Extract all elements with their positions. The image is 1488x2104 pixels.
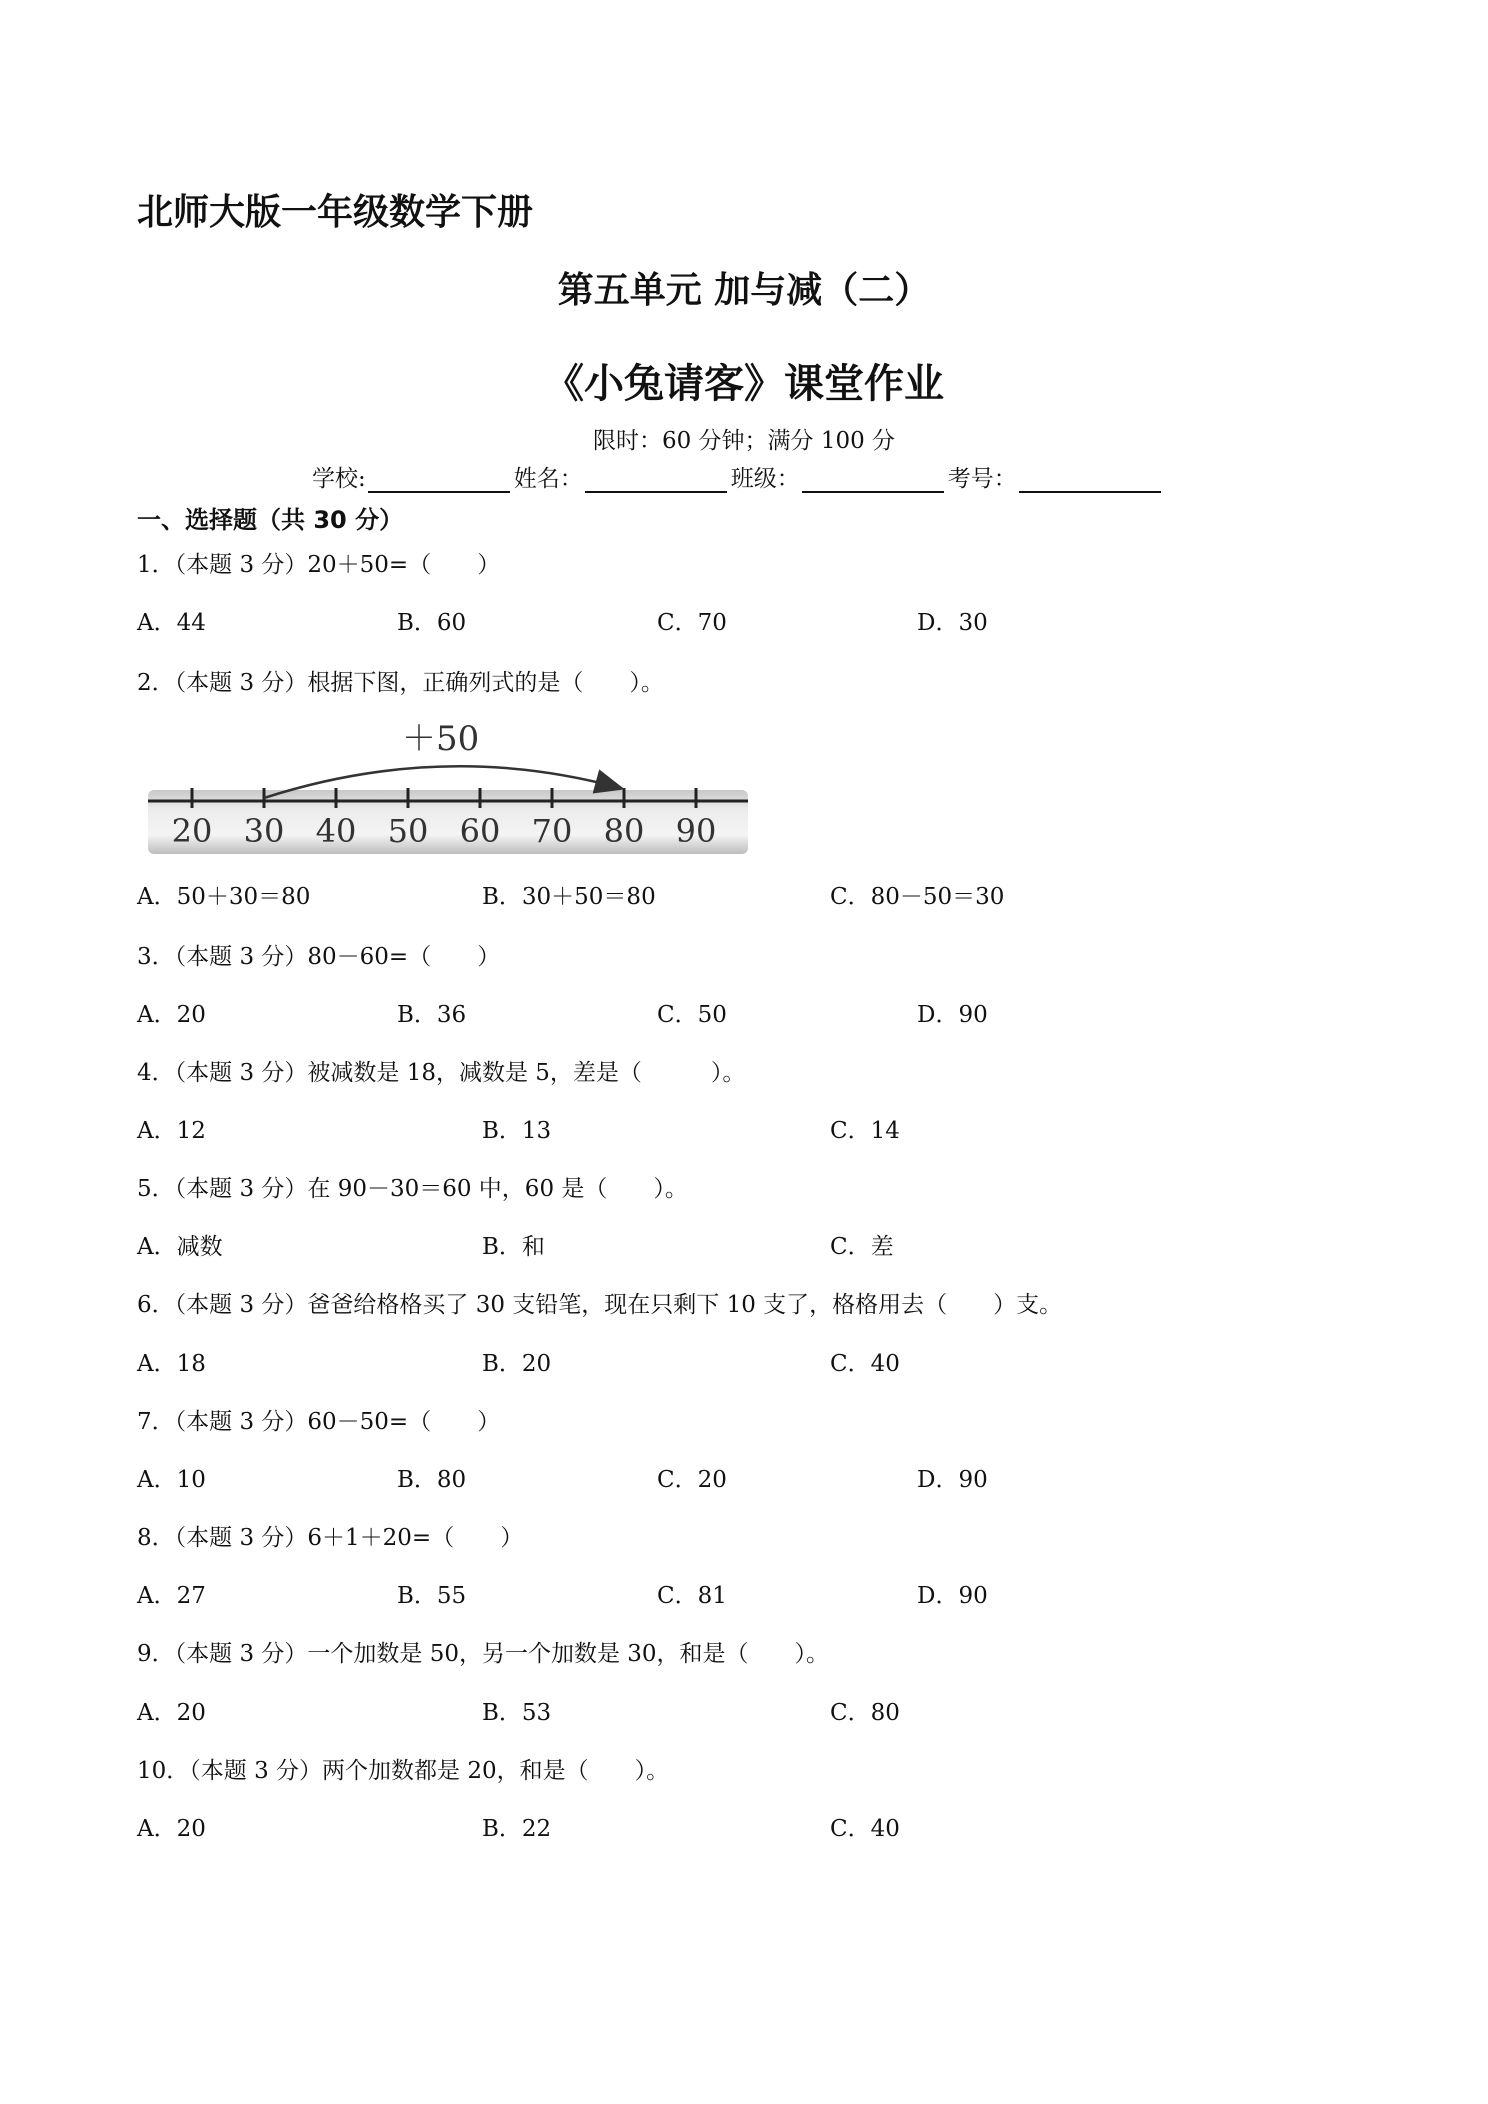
option-c[interactable]: C．81 (657, 1583, 727, 1609)
option-c[interactable]: C．差 (830, 1234, 894, 1260)
option-c[interactable]: C．70 (657, 610, 727, 636)
option-c[interactable]: C．40 (830, 1816, 900, 1842)
name-label: 姓名： (513, 466, 583, 492)
option-a[interactable]: A．18 (137, 1351, 206, 1377)
class-blank[interactable] (802, 469, 944, 493)
question-stem: 4．（本题 3 分）被减数是 18，减数是 5，差是（ ）。 (137, 1060, 746, 1086)
lesson-title: 《小兔请客》课堂作业 (544, 361, 944, 407)
option-a[interactable]: A．44 (137, 610, 206, 636)
time-score-limit: 限时：60 分钟；满分 100 分 (592, 428, 896, 454)
option-d[interactable]: D．30 (917, 610, 988, 636)
question-stem: 2．（本题 3 分）根据下图，正确列式的是（ ）。 (137, 670, 664, 696)
question-stem: 3．（本题 3 分）80－60=（ ） (137, 944, 501, 970)
number-line-figure (148, 710, 748, 860)
student-info-line (312, 460, 1165, 493)
option-c[interactable]: C．40 (830, 1351, 900, 1377)
question-stem: 9．（本题 3 分）一个加数是 50，另一个加数是 30，和是（ ）。 (137, 1641, 830, 1667)
option-a[interactable]: A．27 (137, 1583, 206, 1609)
school-label: 学校: (312, 466, 366, 492)
question-stem: 10．（本题 3 分）两个加数都是 20，和是（ ）。 (137, 1758, 670, 1784)
option-b[interactable]: B．60 (397, 610, 467, 636)
option-a[interactable]: A．20 (137, 1002, 206, 1028)
option-a[interactable]: A．20 (137, 1816, 206, 1842)
option-c[interactable]: C．80－50＝30 (830, 884, 1005, 910)
unit-title: 第五单元 加与减（二） (557, 270, 931, 311)
option-d[interactable]: D．90 (917, 1002, 988, 1028)
option-a[interactable]: A．12 (137, 1118, 206, 1144)
book-title: 北师大版一年级数学下册 (137, 192, 534, 233)
option-b[interactable]: B．20 (482, 1351, 552, 1377)
option-b[interactable]: B．和 (482, 1234, 545, 1260)
class-label: 班级： (730, 466, 800, 492)
option-c[interactable]: C．14 (830, 1118, 900, 1144)
tick-label: 50 (387, 812, 429, 850)
tick-label: 40 (315, 812, 357, 850)
tick-label: 60 (459, 812, 501, 850)
option-b[interactable]: B．55 (397, 1583, 467, 1609)
option-a[interactable]: A．10 (137, 1467, 206, 1493)
school-blank[interactable] (368, 469, 510, 493)
exam-no-blank[interactable] (1019, 469, 1161, 493)
exam-no-label: 考号： (947, 466, 1017, 492)
question-stem: 6．（本题 3 分）爸爸给格格买了 30 支铅笔，现在只剩下 10 支了，格格用去（ ）支。 (137, 1292, 1063, 1318)
option-c[interactable]: C．50 (657, 1002, 727, 1028)
option-d[interactable]: D．90 (917, 1583, 988, 1609)
option-b[interactable]: B．80 (397, 1467, 467, 1493)
name-blank[interactable] (585, 469, 727, 493)
option-b[interactable]: B．36 (397, 1002, 467, 1028)
tick-label: 80 (603, 812, 645, 850)
question-stem: 1．（本题 3 分）20＋50=（ ） (137, 552, 501, 578)
option-c[interactable]: C．20 (657, 1467, 727, 1493)
tick-label: 90 (675, 812, 717, 850)
option-a[interactable]: A．50＋30＝80 (137, 884, 311, 910)
question-stem: 5．（本题 3 分）在 90－30＝60 中，60 是（ ）。 (137, 1176, 688, 1202)
jump-label: ＋50 (402, 719, 480, 759)
option-b[interactable]: B．30＋50＝80 (482, 884, 656, 910)
option-b[interactable]: B．53 (482, 1700, 552, 1726)
tick-label: 30 (243, 812, 285, 850)
tick-label: 20 (171, 812, 213, 850)
question-stem: 7．（本题 3 分）60－50=（ ） (137, 1409, 501, 1435)
option-a[interactable]: A．20 (137, 1700, 206, 1726)
question-stem: 8．（本题 3 分）6＋1＋20=（ ） (137, 1525, 524, 1551)
option-d[interactable]: D．90 (917, 1467, 988, 1493)
tick-label: 70 (531, 812, 573, 850)
option-a[interactable]: A．减数 (137, 1234, 223, 1260)
option-c[interactable]: C．80 (830, 1700, 900, 1726)
option-b[interactable]: B．22 (482, 1816, 552, 1842)
option-b[interactable]: B．13 (482, 1118, 552, 1144)
section-heading: 一、选择题（共 30 分） (137, 506, 404, 534)
